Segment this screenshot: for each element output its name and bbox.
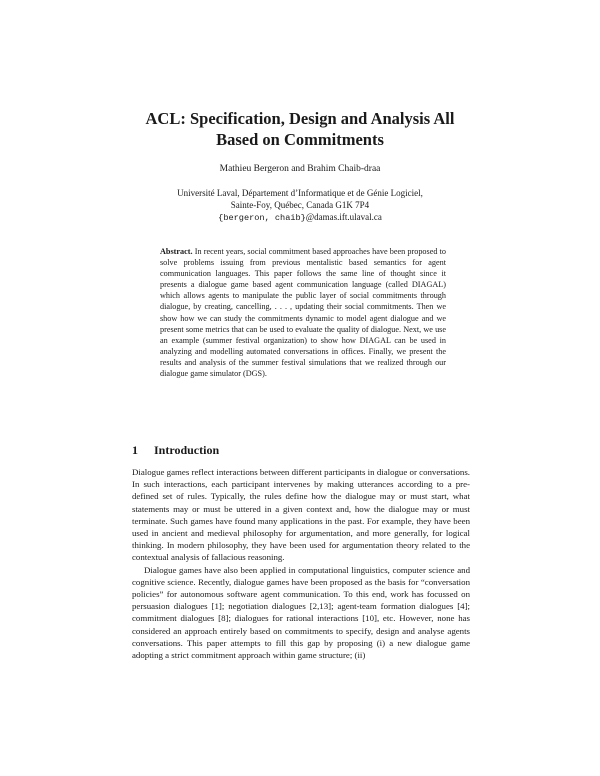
affiliation-block xyxy=(100,187,500,224)
affiliation-line-2: Sainte-Foy, Québec, Canada G1K 7P4 xyxy=(230,200,370,210)
abstract-text: In recent years, social commitment based approaches have been proposed to solve problems issuing from previous mentalistic based semantics for agent communication languages. This paper follows the same line of thought since it presents a dialogue game based agent communication language (called DIAGAL) which allows agents to manipulate the public layer of social commitments through dialogue, by creating, cancelling, . . . , updating their social commitments. Then we show how we can study the commitments dynamic to model agent dialogue and we present some metrics that can be used to evaluate the quality of dialogue. Next, we use an example (summer festival organization) to show how DIAGAL can be used in analyzing and modelling automated conversations in offices. Finally, we present the results and analysis of the summer festival simulations that we realized through our dialogue game simulator (DGS). xyxy=(160,247,447,379)
paragraph-2: Dialogue games have also been applied in computational linguistics, computer science and cognitive science. Recently, dialogue games have been proposed as the basis for “conversation policies” for autonomous software agent communication. To this end, work has focussed on persuasion dialogues [1]; negotiation dialogues [2,13]; agent-team formation dialogues [4]; commitment dialogues [8]; dialogues for rational interactions [10], etc. However, none has considered an approach entirely based on commitments to specify, design and analyse agents conversations. This paper attempts to fill this gap by proposing (i) a new dialogue game adopting a strict commitment approach within game structure; (ii) xyxy=(132,564,470,661)
email-names: {bergeron, chaib} xyxy=(218,213,306,223)
section-title: Introduction xyxy=(154,443,220,457)
abstract-label: Abstract. xyxy=(160,247,193,256)
title-line-2: Based on Commitments xyxy=(216,130,384,149)
section-heading xyxy=(132,443,219,458)
abstract xyxy=(160,246,446,379)
section-number: 1 xyxy=(132,443,138,457)
affiliation-line-1: Université Laval, Département d’Informatique et de Génie Logiciel, xyxy=(177,188,423,198)
introduction-body xyxy=(132,466,470,661)
paper-title xyxy=(100,108,500,150)
title-line-1: ACL: Specification, Design and Analysis All xyxy=(145,109,455,128)
paragraph-1: Dialogue games reflect interactions between different participants in dialogue or conversations. In such interactions, each participant intervenes by making utterances according to a pre-defined set of rules. Typically, the rules define how the dialogue may or must start, what statements may or must be uttered in a given context and, how the dialogue may or must terminate. Such games have found many applications in the past. For example, they have been used in ancient and medieval philosophy for argumentation, and more generally, for logical thinking. In modern philosophy, they have been used for argumentation theory related to the contextual analysis of fallacious reasoning. xyxy=(132,467,470,563)
email-domain: @damas.ift.ulaval.ca xyxy=(305,212,382,222)
email-line xyxy=(100,211,500,224)
author-list: Mathieu Bergeron and Brahim Chaib-draa xyxy=(219,164,381,174)
